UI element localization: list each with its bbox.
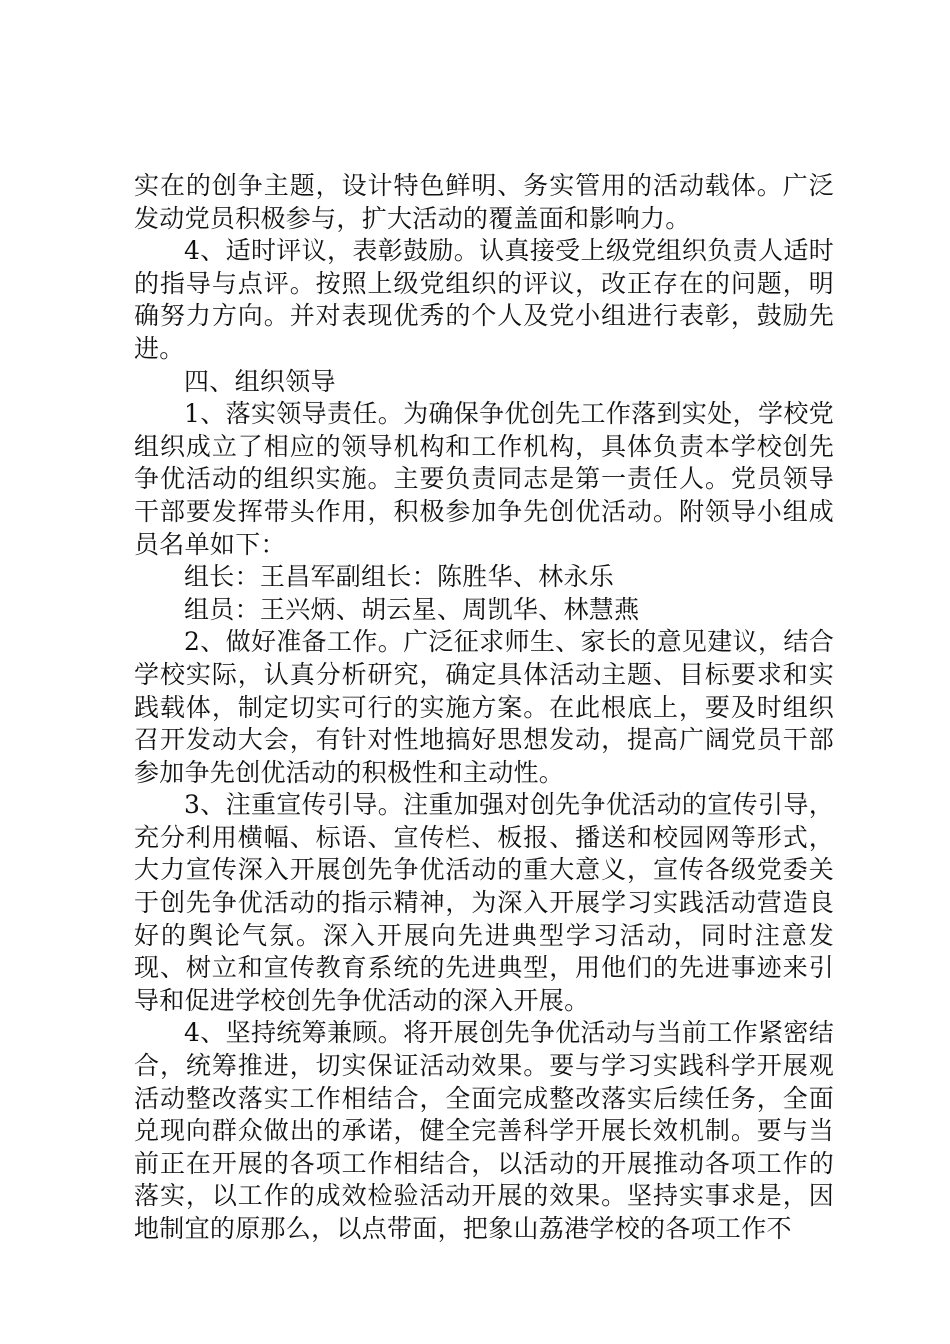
paragraph-team-members: 组员：王兴炳、胡云星、周凯华、林慧燕 [184,594,640,624]
paragraph-item-1-leadership: 1、落实领导责任。为确保争优创先工作落到实处，学校党组织成立了相应的领导机构和工作机构，具体负责本学校创先争优活动的组织实施。主要负责同志是第一责任人。党员领导干部要发挥带头作用，积极参加争先创优活动。附领导小组成员名单如下： [134,399,834,559]
paragraph-item-4-review: 4、适时评议，表彰鼓励。认真接受上级党组织负责人适时的指导与点评。按照上级党组织的评议，改正存在的问题，明确努力方向。并对表现优秀的个人及党小组进行表彰，鼓励先进。 [134,236,834,363]
paragraph-team-leaders: 组长：王昌军副组长：陈胜华、林永乐 [184,562,615,592]
section-heading-organization: 四、组织领导 [184,366,336,396]
paragraph-continuation: 实在的创争主题，设计特色鲜明、务实管用的活动载体。广泛发动党员积极参与，扩大活动的覆盖面和影响力。 [134,171,834,233]
paragraph-item-4-coordination: 4、坚持统筹兼顾。将开展创先争优活动与当前工作紧密结合，统筹推进，切实保证活动效果。要与学习实践科学开展观活动整改落实工作相结合，全面完成整改落实后续任务，全面兑现向群众做出的承诺，健全完善科学开展长效机制。要与当前正在开展的各项工作相结合，以活动的开展推动各项工作的落实，以工作的成效检验活动开展的效果。坚持实事求是，因地制宜的原那么，以点带面，把象山荔港学校的各项工作不 [134,1018,834,1243]
paragraph-item-2-preparation: 2、做好准备工作。广泛征求师生、家长的意见建议，结合学校实际，认真分析研究，确定具体活动主题、目标要求和实践载体，制定切实可行的实施方案。在此根底上，要及时组织召开发动大会，有针对性地搞好思想发动，提高广阔党员干部参加争先创优活动的积极性和主动性。 [134,627,834,787]
document-body [134,170,834,1246]
paragraph-item-3-publicity: 3、注重宣传引导。注重加强对创先争优活动的宣传引导，充分利用横幅、标语、宣传栏、板报、播送和校园网等形式，大力宣传深入开展创先争优活动的重大意义，宣传各级党委关于创先争优活动的指示精神，为深入开展学习实践活动营造良好的舆论气氛。深入开展向先进典型学习活动，同时注意发现、树立和宣传教育系统的先进典型，用他们的先进事迹来引导和促进学校创先争优活动的深入开展。 [134,790,834,1015]
